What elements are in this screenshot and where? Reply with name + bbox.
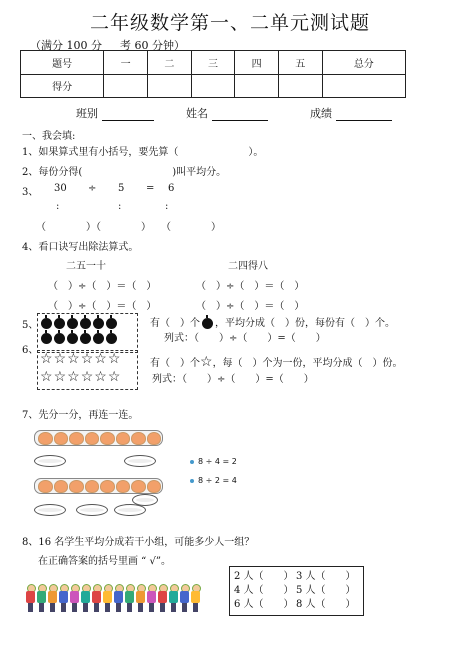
q5-text-b: ，平均分成（ ）份，每份有（ ）个。 <box>215 318 395 329</box>
score-header-cell: 二 <box>148 51 192 75</box>
peach-tray <box>34 430 163 446</box>
apple-icon <box>93 333 104 344</box>
score-header-cell: 三 <box>191 51 235 75</box>
name-label: 姓名 <box>186 107 208 120</box>
page-title: 二年级数学第一、二单元测试题 <box>89 12 370 34</box>
student-icon <box>48 584 57 612</box>
peach-icon <box>131 432 146 445</box>
bullet-dot-icon <box>190 460 194 464</box>
peach-icon <box>54 480 69 493</box>
q8-choice[interactable]: 3 人（ ） <box>296 571 356 582</box>
star-row <box>40 352 135 367</box>
apple-icon <box>67 318 78 329</box>
apple-icon <box>67 333 78 344</box>
apple-row <box>40 318 135 329</box>
peach-icon <box>116 432 131 445</box>
section1-heading: 一、我会填: <box>22 131 76 142</box>
peach-tray <box>34 478 163 494</box>
q4-equation-blank[interactable]: （ ）÷（ ）＝（ ） <box>196 301 305 312</box>
question-6-label: 6、 <box>22 345 39 356</box>
apple-icon <box>202 318 213 329</box>
class-blank[interactable] <box>102 108 154 121</box>
q8-instruction: 在正确答案的括号里画 “ √”。 <box>38 556 171 567</box>
star-icon: ☆ <box>53 351 68 367</box>
peach-icon <box>147 432 162 445</box>
q4-equation-blank[interactable]: （ ）÷（ ）＝（ ） <box>48 301 157 312</box>
student-icon <box>70 584 79 612</box>
q7-option-text: 8 ÷ 4 = 2 <box>198 457 237 466</box>
q4-equation-blank[interactable]: （ ）÷（ ）＝（ ） <box>48 281 157 292</box>
peach-icon <box>85 432 100 445</box>
student-icon <box>136 584 145 612</box>
score-row-label: 得分 <box>21 74 104 98</box>
question-7: 7、先分一分，再连一连。 <box>22 410 139 421</box>
name-blank[interactable] <box>212 108 268 121</box>
star-icon: ☆ <box>107 369 122 385</box>
student-icon <box>103 584 112 612</box>
star-icon: ☆ <box>94 369 108 385</box>
star-icon: ☆ <box>67 351 81 367</box>
q8-answer-row <box>234 570 359 584</box>
q6-text-b: ，每（ ）个为一份，平均分成（ ）份。 <box>212 358 403 369</box>
apple-icon <box>41 333 52 344</box>
apple-icon <box>54 318 65 329</box>
score-header-cell: 一 <box>104 51 148 75</box>
star-icon: ☆ <box>40 369 54 385</box>
q3-dividend: 30 <box>54 183 67 194</box>
apple-icon <box>106 333 117 344</box>
peach-icon <box>100 432 115 445</box>
plate-icon[interactable] <box>124 455 156 467</box>
class-field <box>76 105 154 121</box>
student-icon <box>81 584 90 612</box>
student-icon <box>114 584 123 612</box>
score-table <box>20 50 406 98</box>
score-header-cell: 总分 <box>322 51 405 75</box>
page-subtitle: （满分 100 分 考 60 分钟） <box>30 39 185 52</box>
peach-icon <box>54 432 69 445</box>
q7-option[interactable] <box>190 457 237 466</box>
q3-equals: = <box>146 183 155 194</box>
student-icon <box>180 584 189 612</box>
peach-icon <box>147 480 162 493</box>
star-group-box <box>37 350 138 390</box>
q5-formula[interactable]: 列式：（ ）÷（ ）=（ ） <box>164 333 326 344</box>
peach-icon <box>100 480 115 493</box>
peach-icon <box>69 480 84 493</box>
question-4: 4、看口诀写出除法算式。 <box>22 242 139 253</box>
q6-formula[interactable]: 列式：（ ）÷（ ）=（ ） <box>152 374 314 385</box>
q4-equation-blank[interactable]: （ ）÷（ ）＝（ ） <box>196 281 305 292</box>
score-table-score-row <box>21 74 406 98</box>
score-cell[interactable] <box>148 74 192 98</box>
q8-answer-row <box>234 584 359 598</box>
student-icon <box>147 584 156 612</box>
q6-text <box>150 354 403 370</box>
score-cell[interactable] <box>278 74 322 98</box>
grade-blank[interactable] <box>336 108 392 121</box>
score-cell[interactable] <box>104 74 148 98</box>
peach-icon <box>38 480 53 493</box>
apple-icon <box>80 318 91 329</box>
student-icon <box>169 584 178 612</box>
q7-option[interactable] <box>190 476 237 485</box>
apple-group-box <box>37 313 138 353</box>
name-field <box>186 105 268 121</box>
question-5-label: 5、 <box>22 320 39 331</box>
q5-text-a: 有（ ）个 <box>150 318 200 329</box>
star-icon: ☆ <box>200 354 213 370</box>
score-cell[interactable] <box>191 74 235 98</box>
score-table-header-row <box>21 51 406 75</box>
star-icon: ☆ <box>40 351 54 367</box>
star-icon: ☆ <box>67 369 81 385</box>
star-icon: ☆ <box>80 351 95 367</box>
score-header-cell: 四 <box>235 51 279 75</box>
q8-choice[interactable]: 6 人（ ） <box>234 599 294 610</box>
student-icon <box>37 584 46 612</box>
star-icon: ☆ <box>80 369 95 385</box>
q7-option-text: 8 ÷ 2 = 4 <box>198 476 237 485</box>
peach-icon <box>69 432 84 445</box>
q8-choice[interactable]: 2 人（ ） <box>234 571 294 582</box>
score-header-cell: 题号 <box>21 51 104 75</box>
star-icon: ☆ <box>53 369 68 385</box>
q3-colon: : <box>165 201 169 212</box>
question-8: 8、16 名学生平均分成若干小组，可能多少人一组？ <box>22 537 255 548</box>
star-icon: ☆ <box>107 351 122 367</box>
class-label: 班别 <box>76 107 98 120</box>
q6-text-a: 有（ ）个 <box>150 358 200 369</box>
student-icon <box>59 584 68 612</box>
apple-icon <box>80 333 91 344</box>
apple-icon <box>41 318 52 329</box>
star-row <box>40 370 135 385</box>
star-icon: ☆ <box>94 351 108 367</box>
peach-icon <box>131 480 146 493</box>
students-illustration <box>26 584 202 612</box>
apple-row <box>40 333 135 344</box>
student-icon <box>191 584 200 612</box>
apple-icon <box>93 318 104 329</box>
q3-colon: : <box>56 201 60 212</box>
grade-field <box>310 105 392 121</box>
apple-icon <box>54 333 65 344</box>
question-2: 2、每份分得( )叫平均分。 <box>22 167 227 178</box>
plate-icon[interactable] <box>34 455 66 467</box>
q3-answer-blanks[interactable]: （ ）（ ） （ ） <box>36 222 221 233</box>
q8-answer-row <box>234 598 359 612</box>
student-icon <box>92 584 101 612</box>
question-1: 1、如果算式里有小括号，要先算（ ）。 <box>22 147 264 158</box>
q3-divisor: 5 <box>118 183 125 194</box>
q8-choice[interactable]: 8 人（ ） <box>296 599 356 610</box>
q4-right-rhyme: 二四得八 <box>228 261 268 272</box>
apple-icon <box>106 318 117 329</box>
q5-text <box>150 314 395 329</box>
student-icon <box>158 584 167 612</box>
peach-icon <box>116 480 131 493</box>
q8-choice[interactable]: 4 人（ ） <box>234 585 294 596</box>
plate-icon[interactable] <box>132 494 158 506</box>
score-cell[interactable] <box>322 74 405 98</box>
score-cell[interactable] <box>235 74 279 98</box>
bullet-dot-icon <box>190 479 194 483</box>
student-icon <box>26 584 35 612</box>
q3-divide-sign: ÷ <box>88 183 97 194</box>
q4-left-rhyme: 二五一十 <box>66 261 106 272</box>
question-3-label: 3、 <box>22 187 39 198</box>
q3-colon: : <box>118 201 122 212</box>
peach-icon <box>38 432 53 445</box>
score-header-cell: 五 <box>278 51 322 75</box>
student-icon <box>125 584 134 612</box>
q8-answer-box <box>229 566 364 616</box>
q8-choice[interactable]: 5 人（ ） <box>296 585 356 596</box>
plate-icon[interactable] <box>76 504 108 516</box>
q3-quotient: 6 <box>168 183 175 194</box>
plate-icon[interactable] <box>34 504 66 516</box>
peach-icon <box>85 480 100 493</box>
grade-label: 成绩 <box>310 107 332 120</box>
